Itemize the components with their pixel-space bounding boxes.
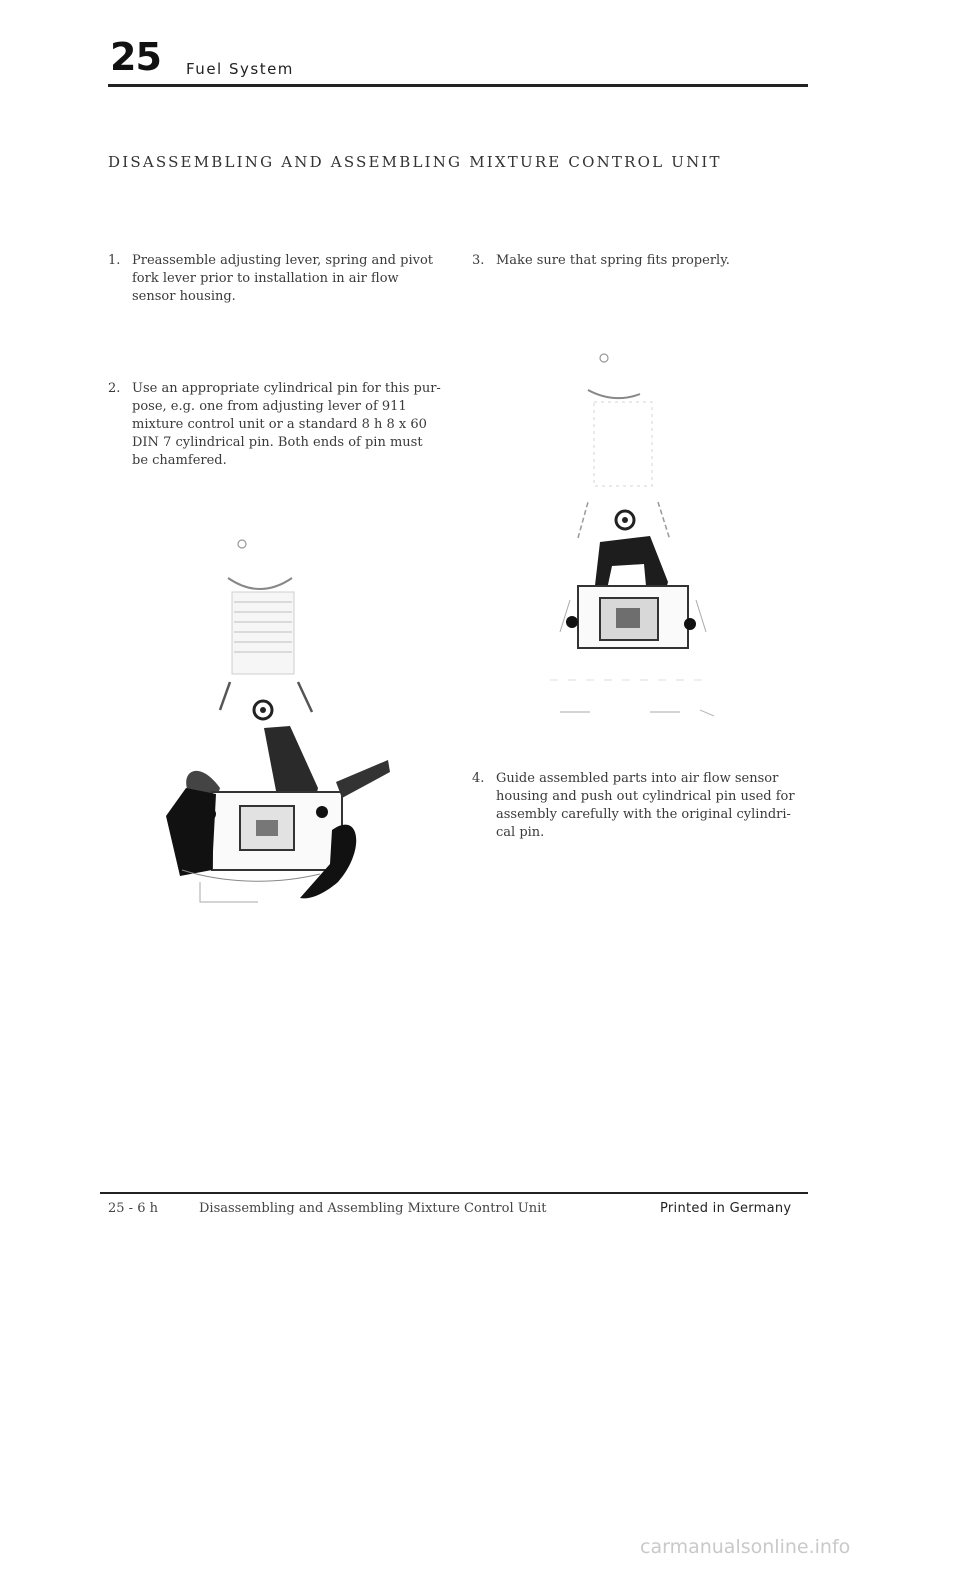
step-text-line: mixture control unit or a standard 8 h 8 x 60 (132, 417, 427, 432)
page-code: 25 - 6 h (108, 1201, 158, 1216)
step-text-line: assembly carefully with the original cylindri- (496, 807, 791, 822)
step-text-line: Guide assembled parts into air flow sensor (496, 771, 779, 786)
step-number: 4. (472, 771, 485, 786)
step-text-line: Make sure that spring fits properly. (496, 253, 730, 268)
step-text-line: fork lever prior to installation in air flow (132, 271, 399, 286)
step-text-line: Preassemble adjusting lever, spring and pivot (132, 253, 434, 268)
section-name: Fuel System (186, 60, 294, 78)
step-3 (472, 252, 812, 270)
step-number: 2. (108, 381, 121, 396)
section-number: 25 (110, 35, 161, 79)
step-2 (108, 380, 458, 470)
footer-description: Disassembling and Assembling Mixture Control Unit (199, 1201, 547, 1216)
printed-in-label: Printed in Germany (660, 1201, 792, 1216)
spring-photo-right (530, 350, 730, 720)
footer-rule (100, 1192, 808, 1194)
page-title: DISASSEMBLING AND ASSEMBLING MIXTURE CONTROL UNIT (108, 153, 722, 171)
step-text-line: sensor housing. (132, 289, 236, 304)
header-rule (108, 84, 808, 87)
step-text-line: pose, e.g. one from adjusting lever of 911 (132, 399, 407, 414)
step-text-line: housing and push out cylindrical pin used for (496, 789, 795, 804)
step-number: 3. (472, 253, 485, 268)
step-text-line: cal pin. (496, 825, 545, 840)
step-text-line: DIN 7 cylindrical pin. Both ends of pin must (132, 435, 423, 450)
step-4 (472, 770, 812, 842)
step-number: 1. (108, 253, 121, 268)
step-1 (108, 252, 458, 306)
assembly-photo-left (160, 530, 410, 915)
step-text-line: Use an appropriate cylindrical pin for this pur- (132, 381, 441, 396)
watermark: carmanualsonline.info (640, 1536, 851, 1558)
step-text-line: be chamfered. (132, 453, 227, 468)
